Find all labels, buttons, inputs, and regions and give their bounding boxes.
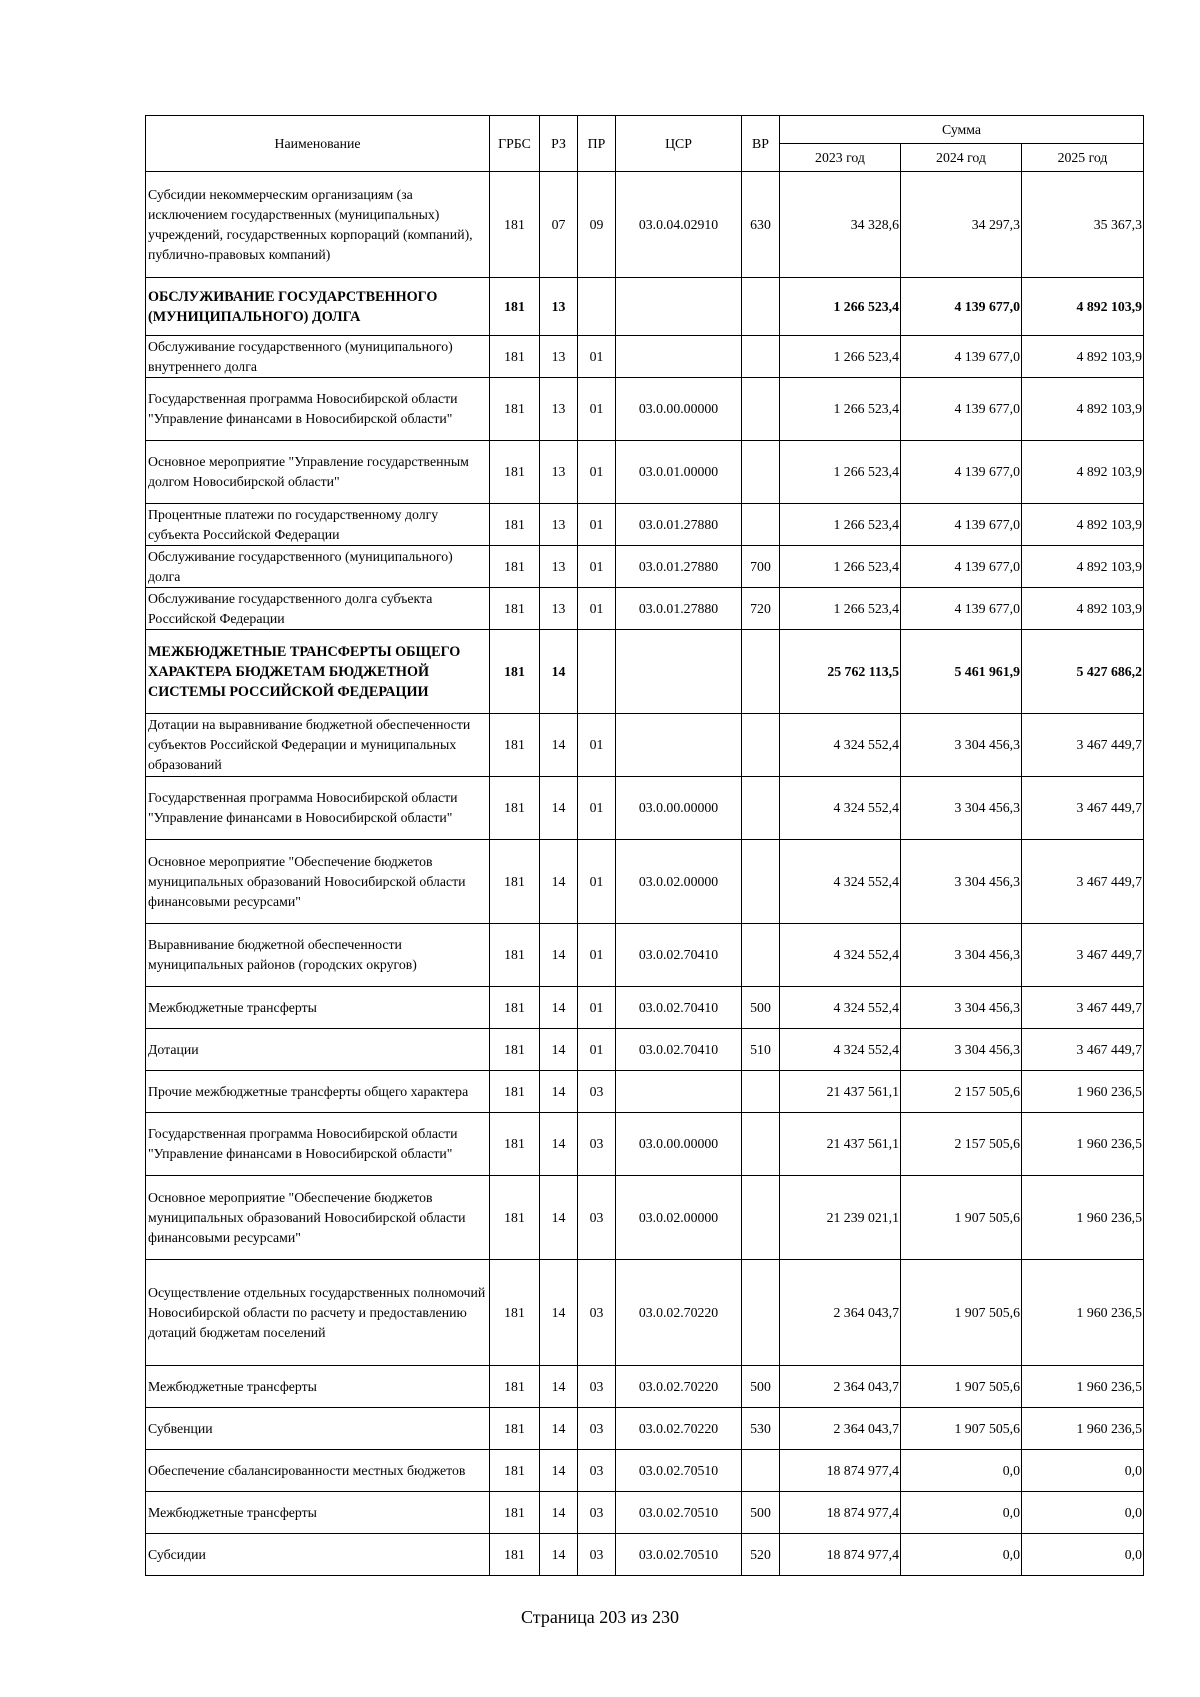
cell-csr: 03.0.02.70410: [616, 924, 742, 987]
cell-grbs: 181: [490, 1366, 540, 1408]
cell-sum-2025: 5 427 686,2: [1022, 630, 1144, 714]
cell-sum-2025: 1 960 236,5: [1022, 1113, 1144, 1176]
cell-sum-2023: 18 874 977,4: [780, 1450, 901, 1492]
cell-vr: 500: [742, 1492, 780, 1534]
cell-csr: 03.0.02.70410: [616, 987, 742, 1029]
cell-sum-2023: 1 266 523,4: [780, 336, 901, 378]
cell-sum-2024: 3 304 456,3: [901, 987, 1022, 1029]
cell-name: Межбюджетные трансферты: [146, 1492, 490, 1534]
table-row: [146, 1260, 1144, 1366]
table-row: [146, 1450, 1144, 1492]
cell-grbs: 181: [490, 630, 540, 714]
table-row: [146, 1534, 1144, 1576]
cell-pr: 01: [578, 588, 616, 630]
cell-sum-2023: 4 324 552,4: [780, 1029, 901, 1071]
cell-vr: 630: [742, 172, 780, 278]
table-row: [146, 588, 1144, 630]
cell-sum-2024: 2 157 505,6: [901, 1113, 1022, 1176]
cell-name: Прочие межбюджетные трансферты общего характера: [146, 1071, 490, 1113]
cell-sum-2025: 0,0: [1022, 1492, 1144, 1534]
cell-rz: 14: [540, 987, 578, 1029]
cell-rz: 14: [540, 924, 578, 987]
cell-rz: 14: [540, 1029, 578, 1071]
cell-name: Дотации на выравнивание бюджетной обеспеченности субъектов Российской Федерации и муниципальных образований: [146, 714, 490, 777]
budget-table: [145, 115, 1144, 1576]
table-row: [146, 1408, 1144, 1450]
header-year-2024: 2024 год: [901, 144, 1022, 172]
cell-pr: 03: [578, 1492, 616, 1534]
cell-grbs: 181: [490, 336, 540, 378]
cell-vr: 520: [742, 1534, 780, 1576]
cell-csr: 03.0.01.27880: [616, 546, 742, 588]
table-row: [146, 714, 1144, 777]
cell-grbs: 181: [490, 1260, 540, 1366]
table-row: [146, 278, 1144, 336]
cell-sum-2023: 18 874 977,4: [780, 1534, 901, 1576]
cell-sum-2023: 4 324 552,4: [780, 714, 901, 777]
cell-rz: 14: [540, 1408, 578, 1450]
cell-name: Государственная программа Новосибирской области "Управление финансами в Новосибирской области": [146, 378, 490, 441]
cell-name: Межбюджетные трансферты: [146, 1366, 490, 1408]
cell-sum-2025: 3 467 449,7: [1022, 924, 1144, 987]
cell-sum-2024: 4 139 677,0: [901, 278, 1022, 336]
cell-pr: 03: [578, 1113, 616, 1176]
cell-sum-2025: 3 467 449,7: [1022, 1029, 1144, 1071]
cell-sum-2023: 4 324 552,4: [780, 777, 901, 840]
cell-pr: 01: [578, 336, 616, 378]
cell-sum-2024: 3 304 456,3: [901, 840, 1022, 924]
cell-sum-2023: 2 364 043,7: [780, 1408, 901, 1450]
cell-sum-2024: 0,0: [901, 1450, 1022, 1492]
cell-sum-2024: 0,0: [901, 1492, 1022, 1534]
cell-vr: [742, 714, 780, 777]
cell-vr: [742, 504, 780, 546]
cell-grbs: 181: [490, 1113, 540, 1176]
budget-table-sheet: [145, 115, 1143, 1576]
cell-pr: 03: [578, 1071, 616, 1113]
cell-rz: 14: [540, 1534, 578, 1576]
cell-rz: 13: [540, 588, 578, 630]
cell-pr: [578, 630, 616, 714]
cell-vr: [742, 840, 780, 924]
cell-name: ОБСЛУЖИВАНИЕ ГОСУДАРСТВЕННОГО (МУНИЦИПАЛЬНОГО) ДОЛГА: [146, 278, 490, 336]
cell-rz: 14: [540, 840, 578, 924]
cell-grbs: 181: [490, 924, 540, 987]
cell-vr: [742, 1071, 780, 1113]
cell-sum-2025: 0,0: [1022, 1534, 1144, 1576]
cell-grbs: 181: [490, 1176, 540, 1260]
cell-sum-2023: 1 266 523,4: [780, 378, 901, 441]
cell-grbs: 181: [490, 588, 540, 630]
cell-sum-2024: 2 157 505,6: [901, 1071, 1022, 1113]
cell-sum-2024: 1 907 505,6: [901, 1260, 1022, 1366]
cell-sum-2025: 3 467 449,7: [1022, 777, 1144, 840]
cell-grbs: 181: [490, 840, 540, 924]
table-row: [146, 924, 1144, 987]
cell-sum-2024: 4 139 677,0: [901, 504, 1022, 546]
table-row: [146, 1492, 1144, 1534]
page-number: Страница 203 из 230: [521, 1607, 679, 1627]
cell-sum-2023: 1 266 523,4: [780, 278, 901, 336]
cell-sum-2024: 1 907 505,6: [901, 1176, 1022, 1260]
cell-sum-2023: 18 874 977,4: [780, 1492, 901, 1534]
cell-sum-2024: 3 304 456,3: [901, 777, 1022, 840]
cell-sum-2023: 21 239 021,1: [780, 1176, 901, 1260]
cell-pr: 01: [578, 504, 616, 546]
cell-csr: 03.0.02.00000: [616, 840, 742, 924]
cell-csr: 03.0.02.70410: [616, 1029, 742, 1071]
cell-grbs: 181: [490, 1029, 540, 1071]
cell-grbs: 181: [490, 777, 540, 840]
table-row: [146, 378, 1144, 441]
cell-rz: 14: [540, 1450, 578, 1492]
cell-csr: 03.0.02.70220: [616, 1408, 742, 1450]
cell-name: Процентные платежи по государственному долгу субъекта Российской Федерации: [146, 504, 490, 546]
cell-name: Субсидии некоммерческим организациям (за исключением государственных (муниципальных) учреждений, государственных корпораций (компаний), публично-правовых компаний): [146, 172, 490, 278]
cell-csr: 03.0.02.70510: [616, 1450, 742, 1492]
cell-grbs: 181: [490, 504, 540, 546]
cell-grbs: 181: [490, 1450, 540, 1492]
cell-pr: 01: [578, 924, 616, 987]
cell-sum-2023: 4 324 552,4: [780, 987, 901, 1029]
cell-csr: 03.0.00.00000: [616, 777, 742, 840]
cell-sum-2024: 1 907 505,6: [901, 1366, 1022, 1408]
cell-name: Дотации: [146, 1029, 490, 1071]
cell-rz: 13: [540, 441, 578, 504]
cell-sum-2023: 2 364 043,7: [780, 1366, 901, 1408]
cell-vr: 510: [742, 1029, 780, 1071]
cell-sum-2023: 1 266 523,4: [780, 504, 901, 546]
cell-sum-2023: 2 364 043,7: [780, 1260, 901, 1366]
cell-sum-2024: 0,0: [901, 1534, 1022, 1576]
table-row: [146, 172, 1144, 278]
cell-name: Субвенции: [146, 1408, 490, 1450]
cell-sum-2024: 4 139 677,0: [901, 546, 1022, 588]
cell-sum-2025: 3 467 449,7: [1022, 714, 1144, 777]
cell-rz: 13: [540, 336, 578, 378]
cell-csr: 03.0.02.00000: [616, 1176, 742, 1260]
cell-sum-2024: 1 907 505,6: [901, 1408, 1022, 1450]
cell-vr: [742, 630, 780, 714]
cell-csr: 03.0.01.27880: [616, 588, 742, 630]
cell-vr: [742, 1113, 780, 1176]
cell-rz: 14: [540, 1366, 578, 1408]
cell-sum-2025: 1 960 236,5: [1022, 1071, 1144, 1113]
cell-rz: 14: [540, 714, 578, 777]
table-body: [146, 172, 1144, 1576]
cell-csr: 03.0.02.70220: [616, 1366, 742, 1408]
table-row: [146, 1113, 1144, 1176]
cell-grbs: 181: [490, 378, 540, 441]
cell-grbs: 181: [490, 546, 540, 588]
cell-rz: 13: [540, 378, 578, 441]
table-row: [146, 336, 1144, 378]
cell-pr: 01: [578, 714, 616, 777]
header-year-2023: 2023 год: [780, 144, 901, 172]
cell-sum-2023: 1 266 523,4: [780, 588, 901, 630]
table-row: [146, 777, 1144, 840]
cell-sum-2025: 1 960 236,5: [1022, 1366, 1144, 1408]
cell-pr: 03: [578, 1176, 616, 1260]
cell-csr: [616, 336, 742, 378]
cell-sum-2025: 3 467 449,7: [1022, 987, 1144, 1029]
cell-sum-2025: 4 892 103,9: [1022, 278, 1144, 336]
cell-vr: [742, 777, 780, 840]
cell-name: Выравнивание бюджетной обеспеченности муниципальных районов (городских округов): [146, 924, 490, 987]
cell-pr: 01: [578, 378, 616, 441]
cell-name: Обслуживание государственного (муниципального) внутреннего долга: [146, 336, 490, 378]
header-csr: ЦСР: [616, 116, 742, 172]
cell-grbs: 181: [490, 278, 540, 336]
cell-rz: 14: [540, 1492, 578, 1534]
cell-pr: [578, 278, 616, 336]
cell-sum-2023: 4 324 552,4: [780, 840, 901, 924]
cell-sum-2024: 4 139 677,0: [901, 441, 1022, 504]
cell-sum-2024: 3 304 456,3: [901, 924, 1022, 987]
header-vr: ВР: [742, 116, 780, 172]
cell-sum-2024: 5 461 961,9: [901, 630, 1022, 714]
cell-csr: 03.0.00.00000: [616, 1113, 742, 1176]
cell-sum-2024: 4 139 677,0: [901, 378, 1022, 441]
cell-csr: [616, 278, 742, 336]
cell-rz: 13: [540, 546, 578, 588]
cell-rz: 13: [540, 278, 578, 336]
cell-rz: 14: [540, 1071, 578, 1113]
cell-csr: 03.0.01.00000: [616, 441, 742, 504]
cell-pr: 01: [578, 546, 616, 588]
cell-vr: [742, 336, 780, 378]
cell-grbs: 181: [490, 441, 540, 504]
cell-csr: [616, 1071, 742, 1113]
header-grbs: ГРБС: [490, 116, 540, 172]
cell-grbs: 181: [490, 1492, 540, 1534]
cell-sum-2025: 0,0: [1022, 1450, 1144, 1492]
cell-grbs: 181: [490, 987, 540, 1029]
cell-name: Государственная программа Новосибирской области "Управление финансами в Новосибирской области": [146, 1113, 490, 1176]
cell-name: Межбюджетные трансферты: [146, 987, 490, 1029]
cell-pr: 01: [578, 441, 616, 504]
cell-sum-2024: 3 304 456,3: [901, 714, 1022, 777]
cell-vr: 700: [742, 546, 780, 588]
cell-pr: 03: [578, 1366, 616, 1408]
cell-rz: 13: [540, 504, 578, 546]
cell-sum-2023: 25 762 113,5: [780, 630, 901, 714]
header-sum: Сумма: [780, 116, 1144, 144]
cell-csr: 03.0.02.70220: [616, 1260, 742, 1366]
cell-rz: 14: [540, 1176, 578, 1260]
cell-name: Субсидии: [146, 1534, 490, 1576]
cell-rz: 14: [540, 630, 578, 714]
cell-csr: 03.0.04.02910: [616, 172, 742, 278]
cell-pr: 01: [578, 987, 616, 1029]
cell-grbs: 181: [490, 1408, 540, 1450]
cell-rz: 14: [540, 777, 578, 840]
cell-sum-2024: 4 139 677,0: [901, 336, 1022, 378]
cell-sum-2023: 4 324 552,4: [780, 924, 901, 987]
cell-sum-2023: 1 266 523,4: [780, 441, 901, 504]
cell-rz: 14: [540, 1260, 578, 1366]
cell-csr: 03.0.02.70510: [616, 1492, 742, 1534]
cell-sum-2024: 34 297,3: [901, 172, 1022, 278]
cell-rz: 14: [540, 1113, 578, 1176]
table-row: [146, 546, 1144, 588]
cell-sum-2023: 21 437 561,1: [780, 1071, 901, 1113]
header-rz: РЗ: [540, 116, 578, 172]
cell-vr: [742, 1450, 780, 1492]
cell-name: Основное мероприятие "Обеспечение бюджетов муниципальных образований Новосибирской области финансовыми ресурсами": [146, 1176, 490, 1260]
cell-name: Обслуживание государственного (муниципального) долга: [146, 546, 490, 588]
table-row: [146, 504, 1144, 546]
cell-vr: 500: [742, 1366, 780, 1408]
cell-vr: 720: [742, 588, 780, 630]
cell-grbs: 181: [490, 1534, 540, 1576]
cell-csr: 03.0.00.00000: [616, 378, 742, 441]
cell-name: Осуществление отдельных государственных полномочий Новосибирской области по расчету и предоставлению дотаций бюджетам поселений: [146, 1260, 490, 1366]
cell-vr: [742, 441, 780, 504]
cell-vr: [742, 278, 780, 336]
cell-sum-2025: 1 960 236,5: [1022, 1260, 1144, 1366]
cell-pr: 03: [578, 1408, 616, 1450]
cell-pr: 03: [578, 1534, 616, 1576]
table-row: [146, 1071, 1144, 1113]
cell-name: Обслуживание государственного долга субъекта Российской Федерации: [146, 588, 490, 630]
cell-sum-2025: 4 892 103,9: [1022, 588, 1144, 630]
cell-sum-2025: 4 892 103,9: [1022, 378, 1144, 441]
cell-pr: 01: [578, 840, 616, 924]
cell-vr: [742, 1176, 780, 1260]
cell-grbs: 181: [490, 172, 540, 278]
cell-name: Государственная программа Новосибирской области "Управление финансами в Новосибирской области": [146, 777, 490, 840]
cell-sum-2023: 1 266 523,4: [780, 546, 901, 588]
cell-sum-2025: 3 467 449,7: [1022, 840, 1144, 924]
cell-pr: 03: [578, 1260, 616, 1366]
table-row: [146, 630, 1144, 714]
cell-vr: [742, 378, 780, 441]
header-name: Наименование: [146, 116, 490, 172]
table-row: [146, 1176, 1144, 1260]
cell-sum-2023: 21 437 561,1: [780, 1113, 901, 1176]
header-pr: ПР: [578, 116, 616, 172]
cell-csr: 03.0.01.27880: [616, 504, 742, 546]
cell-sum-2025: 4 892 103,9: [1022, 504, 1144, 546]
cell-pr: 01: [578, 1029, 616, 1071]
table-row: [146, 1366, 1144, 1408]
cell-vr: [742, 924, 780, 987]
cell-csr: [616, 714, 742, 777]
cell-sum-2023: 34 328,6: [780, 172, 901, 278]
cell-sum-2024: 4 139 677,0: [901, 588, 1022, 630]
cell-rz: 07: [540, 172, 578, 278]
cell-sum-2025: 4 892 103,9: [1022, 546, 1144, 588]
cell-name: Основное мероприятие "Обеспечение бюджетов муниципальных образований Новосибирской области финансовыми ресурсами": [146, 840, 490, 924]
cell-vr: 500: [742, 987, 780, 1029]
cell-pr: 09: [578, 172, 616, 278]
cell-name: МЕЖБЮДЖЕТНЫЕ ТРАНСФЕРТЫ ОБЩЕГО ХАРАКТЕРА БЮДЖЕТАМ БЮДЖЕТНОЙ СИСТЕМЫ РОССИЙСКОЙ ФЕДЕРАЦИИ: [146, 630, 490, 714]
cell-sum-2025: 35 367,3: [1022, 172, 1144, 278]
cell-sum-2025: 4 892 103,9: [1022, 441, 1144, 504]
table-row: [146, 840, 1144, 924]
cell-csr: [616, 630, 742, 714]
cell-sum-2025: 1 960 236,5: [1022, 1176, 1144, 1260]
cell-vr: 530: [742, 1408, 780, 1450]
cell-name: Обеспечение сбалансированности местных бюджетов: [146, 1450, 490, 1492]
cell-name: Основное мероприятие "Управление государственным долгом Новосибирской области": [146, 441, 490, 504]
cell-vr: [742, 1260, 780, 1366]
cell-sum-2025: 4 892 103,9: [1022, 336, 1144, 378]
cell-pr: 01: [578, 777, 616, 840]
table-row: [146, 1029, 1144, 1071]
cell-sum-2024: 3 304 456,3: [901, 1029, 1022, 1071]
cell-grbs: 181: [490, 1071, 540, 1113]
cell-csr: 03.0.02.70510: [616, 1534, 742, 1576]
cell-sum-2025: 1 960 236,5: [1022, 1408, 1144, 1450]
cell-pr: 03: [578, 1450, 616, 1492]
table-row: [146, 987, 1144, 1029]
cell-grbs: 181: [490, 714, 540, 777]
header-year-2025: 2025 год: [1022, 144, 1144, 172]
table-row: [146, 441, 1144, 504]
